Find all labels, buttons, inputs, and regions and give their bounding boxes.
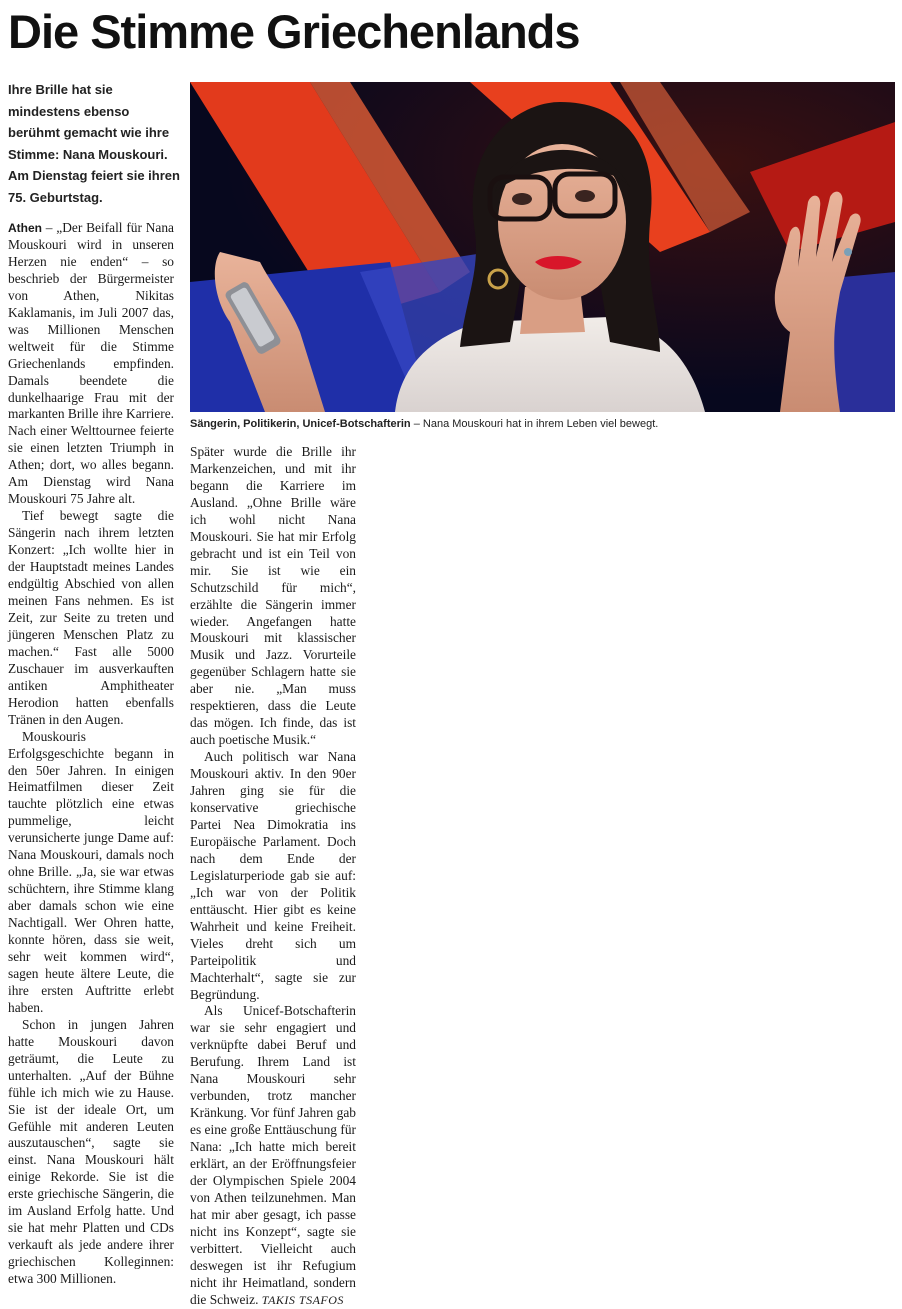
paragraph-1-text: – „Der Beifall für Nana Mouskouri wird in unseren Herzen nie enden“ – so beschrieb der Bürgermeister von Athen, Nikitas Kaklamanis, im Juli 2007 das, was Millionen Menschen weltweit für die Stimme Griechenlands empfinden. Damals beendete die dunkelhaarige Frau mit der markanten Brille ihre Karriere. Nach einer Welttournee feierte sie einen letzten Triumph in Athen; dort, wo alles begann. Am Dienstag wird Nana Mouskouri 75 Jahre alt.	[8, 220, 174, 507]
caption-text: – Nana Mouskouri hat in ihrem Leben viel bewegt.	[413, 418, 659, 430]
paragraph-4: Schon in jungen Jahren hatte Mouskouri davon geträumt, die Leute zu unterhalten. „Auf der Bühne fühle ich mich wie zu Hause. Sie ist der ideale Ort, um Gefühle mit anderen Leuten auszutauschen“, sagte sie einst. Nana Mouskouri hält einige Rekorde. Sie ist die erste griechische Sängerin, die im Ausland Erfolg hatte. Und sie hat mehr Platten und CDs verkauft als jede andere ihrer griechischen Kolleginnen: etwa 300 Millionen.	[8, 1016, 174, 1287]
article-photo	[190, 82, 895, 412]
caption-title: Sängerin, Politikerin, Unicef-Botschafterin	[190, 418, 411, 430]
headline: Die Stimme Griechenlands	[8, 5, 580, 58]
paragraph-1	[8, 220, 174, 508]
paragraph-7	[190, 1003, 356, 1308]
column-1	[8, 220, 174, 1288]
paragraph-3: Mouskouris Erfolgsgeschichte begann in den 50er Jahren. In einigen Heimatfilmen dieser Zeit tauchte plötzlich eine etwas pummelige, leicht verunsicherte junge Dame auf: Nana Mouskouri, damals noch ohne Brille. „Ja, sie war etwas schüchtern, ihre Stimme klang aber damals schon wie eine Nachtigall. Wer Ohren hatte, konnte hören, dass sie weit, sehr weit kommen wird“, sagen heute ältere Leute, die ihre ersten Auftritte erlebt haben.	[8, 728, 174, 1015]
lead-text: Ihre Brille hat sie mindestens ebenso berühmt gemacht wie ihre Stimme: Nana Mouskouri. Am Dienstag feiert sie ihren 75. Geburtstag.	[8, 82, 180, 205]
dateline: Athen	[8, 221, 42, 235]
paragraph-7-text: Als Unicef-Botschafterin war sie sehr engagiert und verknüpfte dabei Beruf und Berufung. Ihrem Land ist Nana Mouskouri sehr verbunden, trotz mancher Kränkung. Vor fünf Jahren gab es eine große Enttäuschung für Nana: „Ich hatte mich bereit erklärt, an der Eröffnungsfeier der Olympischen Spiele 2004 von Athen teilzunehmen. Man hat mir aber gesagt, ich passe nicht ins Konzept“, sagte sie verbittert. Vielleicht auch deswegen ist ihr Refugium nicht ihr Heimatland, sondern die Schweiz.	[190, 1003, 356, 1307]
photo-caption	[190, 416, 895, 432]
byline: TAKIS TSAFOS	[261, 1292, 344, 1307]
paragraph-6: Auch politisch war Nana Mouskouri aktiv. In den 90er Jahren ging sie für die konservative griechische Partei Nea Dimokratia ins Europäische Parlament. Doch nach dem Ende der Legislaturperiode gab sie auf: „Ich war von der Politik enttäuscht. Hier gibt es keine Wahrheit und keine Freiheit. Vieles dreht sich um Parteipolitik und Machterhalt“, sagte sie zur Begründung.	[190, 749, 356, 1002]
column-2	[190, 444, 356, 1309]
paragraph-2: Tief bewegt sagte die Sängerin nach ihrem letzten Konzert: „Ich wollte hier in der Hauptstadt meines Landes endgültig Abschied von allen meinen Fans nehmen. Es ist Zeit, zur Seite zu treten und jüngeren Menschen Platz zu machen.“ Fast alle 5000 Zuschauer im ausverkauften antiken Amphitheater Herodion hatten ebenfalls Tränen in den Augen.	[8, 508, 174, 727]
paragraph-5: Später wurde die Brille ihr Markenzeichen, und mit ihr begann die Karriere im Ausland. „Ohne Brille wäre ich wohl nicht Nana Mouskouri. Sie hat mir Erfolg gebracht und ist ein Teil von mir. Sie ist wie ein Schutzschild für mich“, erzählte die Sängerin immer wieder. Angefangen hatte Mouskouri mit klassischer Musik und Jazz. Vorurteile gegenüber Schlagern hatte sie aber nie. „Man muss respektieren, dass die Leute das mögen. Ich finde, das ist auch poetische Musik.“	[190, 444, 356, 748]
